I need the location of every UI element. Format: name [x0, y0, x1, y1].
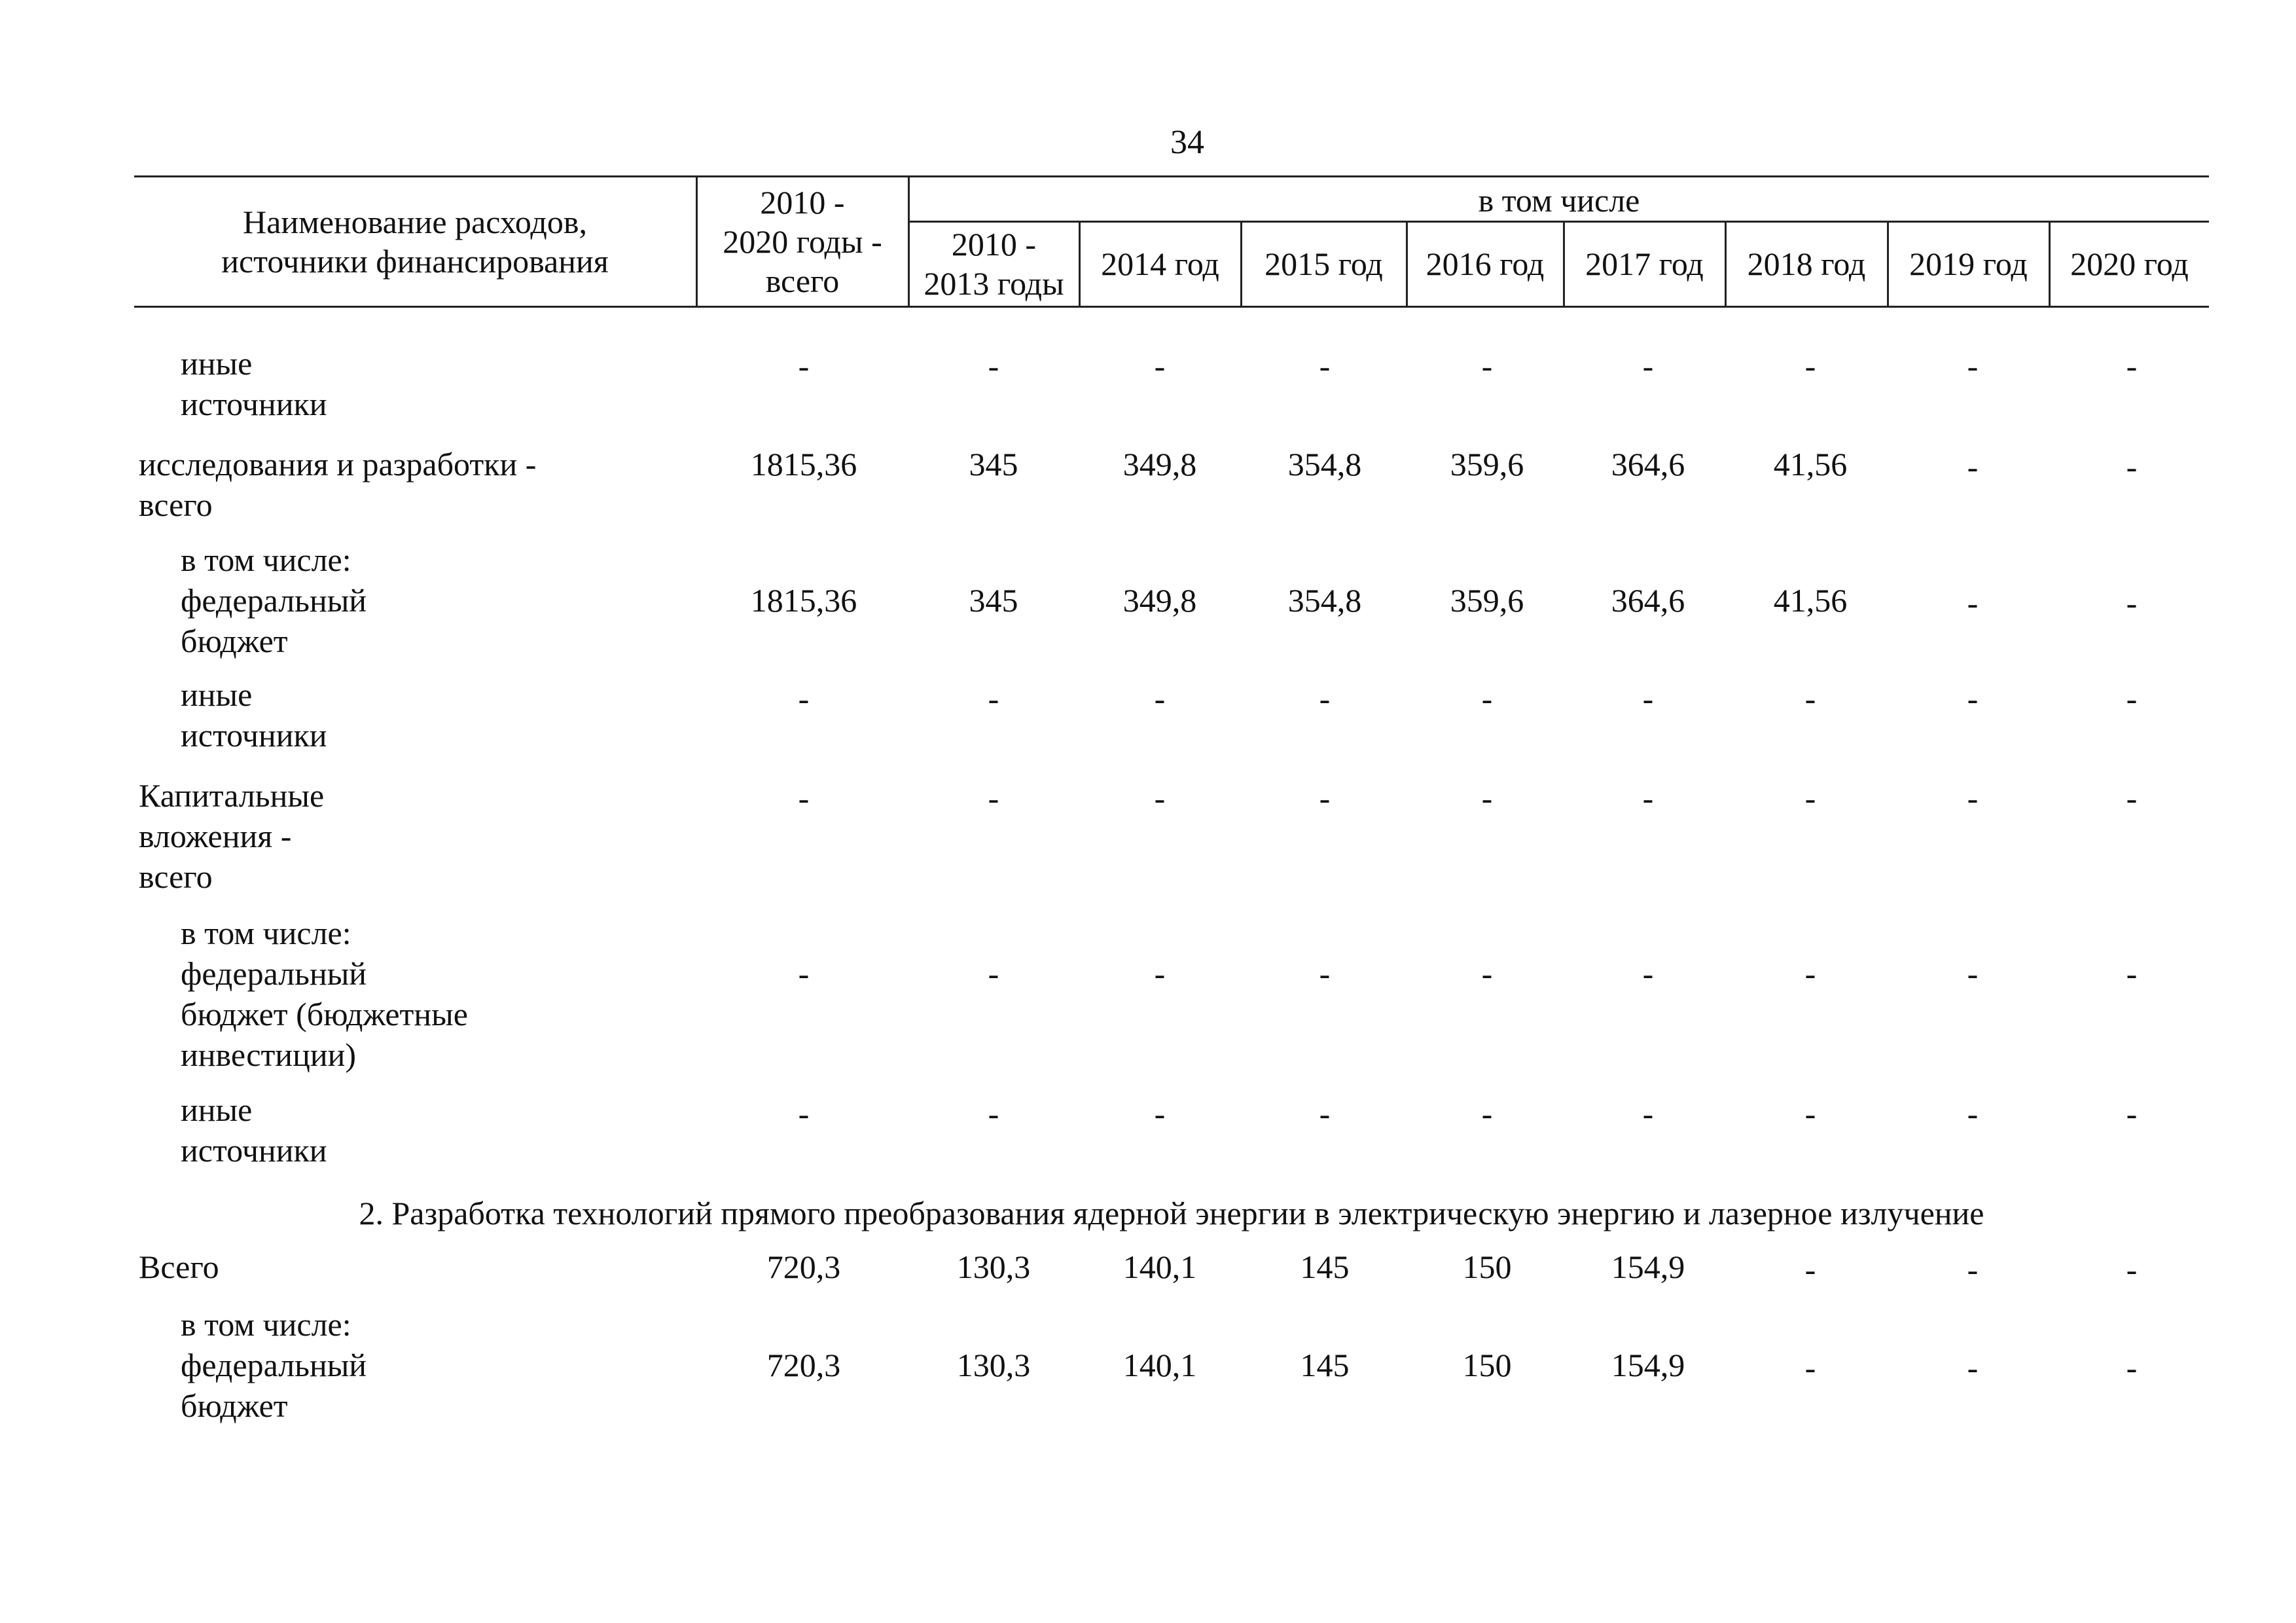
cell-2010-2013: - [988, 680, 999, 717]
cell-2014: 140,1 [1122, 1249, 1197, 1285]
cell-total: - [798, 955, 810, 992]
cell-2019: - [1967, 1251, 1979, 1288]
cell-total: 720,3 [766, 1347, 841, 1383]
cell-2015: 145 [1300, 1347, 1350, 1383]
cell-2019: - [1967, 780, 1979, 816]
row-label-line: всего [139, 858, 213, 895]
cell-2016: 359,6 [1450, 582, 1524, 619]
cell-2016: - [1481, 348, 1493, 384]
header-period-line-2: 2013 годы [924, 265, 1064, 302]
cell-2017: 154,9 [1611, 1249, 1685, 1285]
row-label-line: иные [181, 1091, 253, 1128]
header-period-column [909, 222, 1079, 306]
header-year-2014: 2014 год [1101, 246, 1219, 282]
header-total-column [697, 177, 908, 306]
header-year-2020: 2020 год [2070, 246, 2189, 282]
cell-2020: - [2126, 680, 2138, 717]
row-label-line: Капитальные [139, 777, 325, 814]
cell-2014: - [1154, 680, 1166, 717]
cell-2014: - [1154, 1095, 1166, 1132]
cell-2017: - [1642, 1095, 1654, 1132]
cell-2018: - [1804, 1251, 1816, 1288]
cell-2017: 364,6 [1611, 446, 1685, 483]
cell-2015: 145 [1300, 1249, 1350, 1285]
cell-total: - [798, 780, 810, 816]
cell-2014: 349,8 [1122, 582, 1197, 619]
cell-2018: - [1804, 955, 1816, 992]
cell-2014: - [1154, 955, 1166, 992]
cell-2014: 349,8 [1122, 446, 1197, 483]
header-total-line-2: 2020 годы - [723, 223, 882, 260]
cell-total: 720,3 [766, 1249, 841, 1285]
header-name-line-2: источники финансирования [221, 243, 609, 280]
cell-2015: - [1319, 1095, 1331, 1132]
cell-2020: - [2126, 348, 2138, 384]
cell-2017: - [1642, 680, 1654, 717]
cell-2020: - [2126, 448, 2138, 485]
cell-2016: 150 [1462, 1249, 1512, 1285]
header-total-line-1: 2010 - [760, 184, 845, 221]
cell-2010-2013: 345 [969, 582, 1018, 619]
row-label-line: вложения - [139, 818, 292, 854]
cell-2010-2013: 130,3 [956, 1249, 1031, 1285]
cell-2019: - [1967, 348, 1979, 384]
cell-2020: - [2126, 780, 2138, 816]
cell-2014: 140,1 [1122, 1347, 1197, 1383]
header-period-line-1: 2010 - [951, 226, 1037, 263]
cell-2018: 41,56 [1773, 446, 1848, 483]
cell-2010-2013: - [988, 780, 999, 816]
cell-2017: - [1642, 780, 1654, 816]
cell-2017: 364,6 [1611, 582, 1685, 619]
page-number: 34 [1170, 124, 1204, 161]
cell-2019: - [1967, 448, 1979, 485]
cell-2018: - [1804, 1349, 1816, 1386]
cell-2019: - [1967, 1349, 1979, 1386]
row-label-line: источники [181, 386, 327, 422]
row-label-line: исследования и разработки - [139, 446, 537, 483]
row-label-line: иные [181, 345, 253, 382]
header-total-line-3: всего [765, 263, 840, 299]
cell-total: - [798, 680, 810, 717]
cell-2020: - [2126, 585, 2138, 621]
cell-2017: - [1642, 955, 1654, 992]
row-label-line: федеральный [181, 955, 367, 992]
cell-2019: - [1967, 1095, 1979, 1132]
cell-2016: 150 [1462, 1347, 1512, 1383]
cell-2014: - [1154, 348, 1166, 384]
cell-2016: 359,6 [1450, 446, 1524, 483]
row-label-line: инвестиции) [181, 1036, 356, 1073]
row-label-line: Всего [139, 1249, 219, 1285]
cell-2018: - [1804, 680, 1816, 717]
row-label-line: в том числе: [181, 1306, 351, 1343]
cell-2010-2013: 345 [969, 446, 1018, 483]
cell-2015: - [1319, 680, 1331, 717]
cell-2018: - [1804, 780, 1816, 816]
cell-2010-2013: - [988, 1095, 999, 1132]
cell-2017: - [1642, 348, 1654, 384]
cell-2015: - [1319, 955, 1331, 992]
row-label-line: бюджет (бюджетные [181, 996, 468, 1032]
cell-2010-2013: 130,3 [956, 1347, 1031, 1383]
cell-2018: - [1804, 1095, 1816, 1132]
row-label-line: бюджет [181, 623, 288, 659]
row-label-line: всего [139, 486, 213, 523]
cell-2019: - [1967, 585, 1979, 621]
header-year-2017: 2017 год [1585, 246, 1704, 282]
row-label-line: в том числе: [181, 915, 351, 951]
cell-2015: 354,8 [1287, 582, 1362, 619]
header-year-2015: 2015 год [1265, 246, 1383, 282]
cell-2016: - [1481, 780, 1493, 816]
row-label-line: федеральный [181, 1347, 367, 1383]
cell-2018: - [1804, 348, 1816, 384]
row-label-line: источники [181, 1132, 327, 1169]
cell-2017: 154,9 [1611, 1347, 1685, 1383]
row-label-line: источники [181, 717, 327, 754]
cell-2015: - [1319, 780, 1331, 816]
row-label-line: в том числе: [181, 541, 351, 578]
table-header [134, 175, 2209, 308]
cell-2020: - [2126, 1251, 2138, 1288]
header-year-2019: 2019 год [1909, 246, 2028, 282]
cell-2019: - [1967, 680, 1979, 717]
row-label-line: федеральный [181, 582, 367, 619]
cell-2014: - [1154, 780, 1166, 816]
row-label-line: иные [181, 676, 253, 713]
cell-2016: - [1481, 680, 1493, 717]
cell-2016: - [1481, 1095, 1493, 1132]
cell-2010-2013: - [988, 955, 999, 992]
header-name-line-1: Наименование расходов, [243, 204, 587, 240]
cell-total: 1815,36 [750, 582, 857, 619]
header-year-2016: 2016 год [1426, 246, 1545, 282]
cell-2010-2013: - [988, 348, 999, 384]
cell-2016: - [1481, 955, 1493, 992]
cell-2020: - [2126, 1095, 2138, 1132]
cell-2015: - [1319, 348, 1331, 384]
row-label-line: бюджет [181, 1387, 288, 1424]
header-including: в том числе [1478, 182, 1640, 219]
cell-2020: - [2126, 955, 2138, 992]
cell-total: 1815,36 [750, 446, 857, 483]
cell-2015: 354,8 [1287, 446, 1362, 483]
cell-2020: - [2126, 1349, 2138, 1386]
header-name-column [134, 177, 696, 306]
cell-2019: - [1967, 955, 1979, 992]
cell-total: - [798, 348, 810, 384]
cell-2018: 41,56 [1773, 582, 1848, 619]
section-title: 2. Разработка технологий прямого преобразования ядерной энергии в электрическую энергию и лазерное излучение [359, 1195, 1984, 1231]
cell-total: - [798, 1095, 810, 1132]
header-year-2018: 2018 год [1747, 246, 1866, 282]
